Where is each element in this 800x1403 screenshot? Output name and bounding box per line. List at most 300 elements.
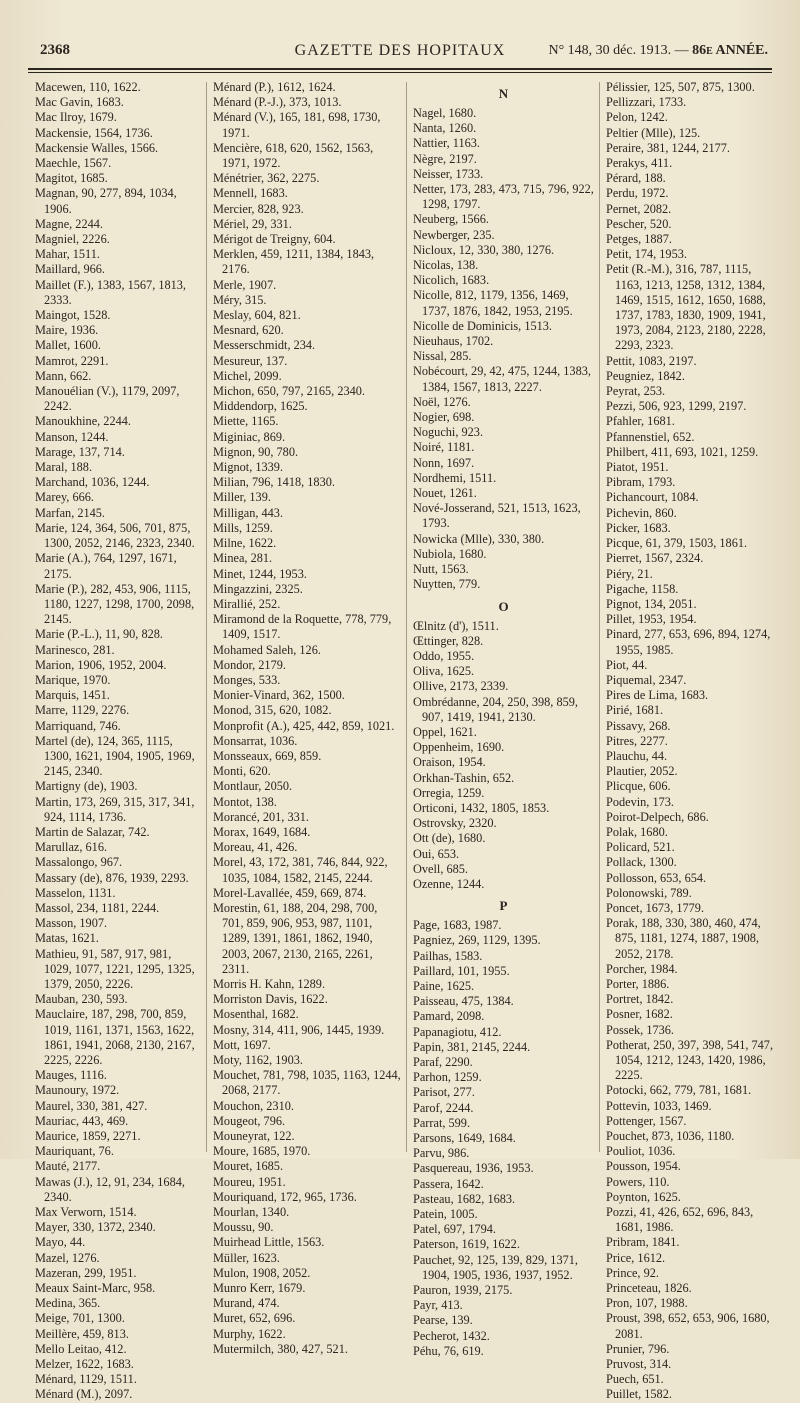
index-entry: Posner, 1682. (606, 1007, 673, 1022)
index-entry: Medina, 365. (35, 1296, 101, 1311)
index-entry: Poynton, 1625. (606, 1189, 681, 1204)
index-entry: Pearse, 139. (413, 1313, 473, 1328)
index-entry: Princeteau, 1826. (606, 1281, 692, 1296)
index-entry: Mauges, 1116. (35, 1068, 107, 1083)
index-entry: Plauchu, 44. (606, 748, 668, 763)
journal-title: GAZETTE DES HOPITAUX (294, 42, 506, 59)
index-entry: Perakys, 411. (606, 156, 673, 171)
index-entry: Montot, 138. (213, 794, 277, 809)
index-entry: Porcher, 1984. (606, 961, 678, 976)
index-entry: Murphy, 1622. (213, 1326, 286, 1341)
index-entry: Péhu, 76, 619. (413, 1343, 484, 1358)
index-entry: Mouchon, 2310. (213, 1098, 294, 1113)
index-entry: Mirallié, 252. (213, 596, 281, 611)
index-entry: Picker, 1683. (606, 520, 671, 535)
index-entry: Marie (A.), 764, 1297, 1671, 2175. (35, 551, 177, 581)
index-entry: Peraire, 381, 1244, 2177. (606, 140, 730, 155)
index-entry: Mathieu, 91, 587, 917, 981, 1029, 1077, 1221, 1295, 1325, 1379, 2050, 2226. (35, 946, 195, 991)
index-entry: Morancé, 201, 331. (213, 809, 309, 824)
index-entry: Pasteau, 1682, 1683. (413, 1191, 516, 1206)
index-entry: Porak, 188, 330, 380, 460, 474, 875, 1181, 1274, 1887, 1908, 2052, 2178. (606, 916, 761, 961)
issue-info (548, 43, 768, 59)
index-entry: Ménard, 1129, 1511. (35, 1372, 137, 1387)
index-entry: Neuberg, 1566. (413, 212, 489, 227)
index-entry: Oui, 653. (413, 846, 460, 861)
index-entry: Manson, 1244. (35, 429, 109, 444)
index-entry: Possek, 1736. (606, 1022, 674, 1037)
index-entry: Piot, 44. (606, 657, 648, 672)
index-entry: Morriston Davis, 1622. (213, 992, 328, 1007)
index-entry: Porter, 1886. (606, 976, 670, 991)
index-entry: Montlaur, 2050. (213, 779, 293, 794)
index-entry: Noël, 1276. (413, 394, 471, 409)
index-entry: Muret, 652, 696. (213, 1311, 296, 1326)
index-entry: Noguchi, 923. (413, 425, 484, 440)
index-entry: Merklen, 459, 1211, 1384, 1843, 2176. (213, 247, 375, 277)
index-entry: Maechle, 1567. (35, 156, 112, 171)
letter-heading: P (499, 898, 508, 914)
column-separator (406, 82, 407, 1152)
index-entry: Meige, 701, 1300. (35, 1311, 125, 1326)
index-entry: Pousson, 1954. (606, 1159, 681, 1174)
index-entry: Peltier (Mlle), 125. (606, 125, 701, 140)
index-entry: Nonn, 1697. (413, 455, 475, 470)
index-entry: Maillard, 966. (35, 262, 106, 277)
index-entry: Massalongo, 967. (35, 855, 123, 870)
index-entry: Martel (de), 124, 365, 1115, 1300, 1621, 1904, 1905, 1969, 2145, 2340. (35, 733, 195, 779)
index-entry: Pernet, 2082. (606, 201, 672, 216)
index-entry: Meslay, 604, 821. (213, 308, 301, 323)
index-entry: Mériel, 29, 331. (213, 216, 292, 231)
index-entry: Marre, 1129, 2276. (35, 703, 130, 718)
index-entry: Orregia, 1259. (413, 785, 485, 800)
index-entry: Magne, 2244. (35, 216, 103, 231)
index-entry: Mérigot de Treigny, 604. (213, 232, 336, 247)
index-entry: Maunoury, 1972. (35, 1083, 120, 1098)
index-entry: Pelon, 1242. (606, 110, 668, 125)
column-separator (599, 82, 600, 1152)
index-entry: Méry, 315. (213, 292, 267, 307)
index-entry: Parsons, 1649, 1684. (413, 1131, 516, 1145)
index-entry: Nutt, 1563. (413, 562, 469, 577)
index-entry: Mac Ilroy, 1679. (35, 110, 117, 125)
index-entry: Philbert, 411, 693, 1021, 1259. (606, 444, 759, 459)
index-entry: Netter, 173, 283, 473, 715, 796, 922, 1298, 1797. (413, 182, 594, 212)
index-entry: Pollack, 1300. (606, 855, 677, 870)
index-entry: Polonowski, 789. (606, 885, 692, 900)
index-entry: Mann, 662. (35, 368, 92, 383)
index-entry: Mac Gavin, 1683. (35, 95, 124, 110)
volume: 86e ANNÉE. (692, 43, 768, 58)
index-entry: Payr, 413. (413, 1298, 463, 1313)
index-entry: Pignot, 134, 2051. (606, 596, 697, 611)
index-entry: Maral, 188. (35, 460, 93, 475)
index-entry: Miramond de la Roquette, 778, 779, 1409, 1517. (213, 612, 392, 642)
index-entry: Mingazzini, 2325. (213, 581, 303, 596)
index-entry: Mosny, 314, 411, 906, 1445, 1939. (213, 1022, 385, 1037)
index-entry: Pagniez, 269, 1129, 1395. (413, 933, 541, 948)
index-entry: Mayo, 44. (35, 1235, 86, 1250)
index-entry: Mayer, 330, 1372, 2340. (35, 1220, 156, 1235)
index-entry: Ménard (P.-J.), 373, 1013. (213, 95, 342, 110)
index-entry: Nicloux, 12, 330, 380, 1276. (413, 242, 555, 257)
index-entry: Pigache, 1158. (606, 581, 679, 596)
index-entry: Orticoni, 1432, 1805, 1853. (413, 800, 550, 815)
index-entry: Ménard (P.), 1612, 1624. (213, 80, 336, 94)
index-entry: Nieuhaus, 1702. (413, 334, 494, 349)
index-entry: Pamard, 2098. (413, 1009, 485, 1024)
index-entry: Magitot, 1685. (35, 171, 108, 186)
index-column-4 (606, 80, 776, 1402)
index-entry: Mougeot, 796. (213, 1113, 286, 1128)
index-entry: Marie (P.-L.), 11, 90, 828. (35, 627, 163, 642)
index-entry: Mennell, 1683. (213, 186, 288, 201)
index-entry: Polak, 1680. (606, 824, 668, 839)
index-entry: Paillard, 101, 1955. (413, 963, 510, 978)
index-entry: Pinard, 277, 653, 696, 894, 1274, 1955, 1985. (606, 627, 771, 657)
index-entry: Parhon, 1259. (413, 1070, 482, 1085)
index-entry: Mauriac, 443, 469. (35, 1113, 129, 1128)
index-entry: Pouchet, 873, 1036, 1180. (606, 1129, 735, 1144)
index-entry: Patel, 697, 1794. (413, 1222, 496, 1237)
index-entry: Pirié, 1681. (606, 703, 664, 718)
index-entry: Piatot, 1951. (606, 460, 669, 475)
index-entry: Parisot, 277. (413, 1085, 475, 1100)
index-entry: Mosenthal, 1682. (213, 1007, 299, 1022)
index-entry: Pauron, 1939, 2175. (413, 1283, 513, 1298)
index-entry: Papanagiotu, 412. (413, 1024, 502, 1039)
index-entry: Maurel, 330, 381, 427. (35, 1098, 148, 1113)
index-entry: Peugniez, 1842. (606, 368, 685, 383)
index-entry: Ménard (M.), 2097. (35, 1387, 133, 1402)
index-entry: Nordhemi, 1511. (413, 470, 497, 485)
index-entry: Paisseau, 475, 1384. (413, 994, 514, 1009)
index-entry: Pasquereau, 1936, 1953. (413, 1161, 534, 1176)
index-column-3 (413, 80, 594, 1358)
index-entry: Petges, 1887. (606, 232, 672, 247)
index-entry: Poirot-Delpech, 686. (606, 809, 709, 824)
index-entry: Passera, 1642. (413, 1176, 484, 1191)
index-entry: Marchand, 1036, 1244. (35, 475, 150, 490)
index-entry: Plicque, 606. (606, 779, 671, 794)
index-entry: Pillet, 1953, 1954. (606, 612, 697, 627)
index-entry: Moty, 1162, 1903. (213, 1053, 303, 1067)
index-entry: Marullaz, 616. (35, 840, 108, 855)
index-entry: Murand, 474. (213, 1296, 280, 1311)
index-entry: Mignon, 90, 780. (213, 444, 299, 459)
index-entry: Pauchet, 92, 125, 139, 829, 1371, 1904, 1905, 1936, 1937, 1952. (413, 1252, 578, 1282)
index-entry: Paraf, 2290. (413, 1054, 473, 1069)
index-entry: Mills, 1259. (213, 520, 273, 535)
index-entry: Morel-Lavallée, 459, 669, 874. (213, 885, 367, 900)
index-entry: Monod, 315, 620, 1082. (213, 703, 332, 718)
index-entry: Milligan, 443. (213, 505, 284, 520)
index-entry: Piéry, 21. (606, 566, 653, 581)
index-entry: Puech, 651. (606, 1372, 664, 1387)
index-entry: Marinesco, 281. (35, 642, 115, 657)
index-entry: Pottevin, 1033, 1469. (606, 1098, 712, 1113)
index-entry: Piquemal, 2347. (606, 672, 687, 687)
index-entry: Mondor, 2179. (213, 657, 286, 672)
index-entry: Mauclaire, 187, 298, 700, 859, 1019, 1161, 1371, 1563, 1622, 1861, 1941, 2068, 2130, 2167, 2225, 2226. (35, 1007, 195, 1067)
index-entry: Mouchet, 781, 798, 1035, 1163, 1244, 2068, 2177. (213, 1068, 401, 1098)
index-entry: Maingot, 1528. (35, 308, 111, 323)
index-entry: Nicolle, 812, 1179, 1356, 1469, 1737, 1876, 1842, 1953, 2195. (413, 288, 573, 318)
index-entry: Petit (R.-M.), 316, 787, 1115, 1163, 1213, 1258, 1312, 1384, 1469, 1515, 1612, 1650, 1688, 1737, 1783, 1830, 1909, 1941, 1973, 2084, 2123, 2180, 2228, 2293, 2323. (606, 262, 766, 353)
index-entry: Pibram, 1793. (606, 475, 676, 490)
index-entry: Matas, 1621. (35, 931, 99, 946)
index-entry: Michel, 2099. (213, 368, 282, 383)
index-entry: Pettit, 1083, 2197. (606, 353, 697, 368)
index-entry: Nicolich, 1683. (413, 273, 490, 288)
index-entry: Prunier, 796. (606, 1341, 670, 1356)
index-entry: Ménard (V.), 165, 181, 698, 1730, 1971. (213, 110, 381, 140)
index-entry: Perdu, 1972. (606, 186, 669, 201)
index-entry: Mackensie Walles, 1566. (35, 140, 159, 155)
index-entry: Marage, 137, 714. (35, 444, 125, 459)
index-entry: Pfahler, 1681. (606, 414, 675, 429)
index-entry: Oddo, 1955. (413, 648, 475, 663)
index-entry: Moussu, 90. (213, 1220, 274, 1235)
index-entry: Mauban, 230, 593. (35, 992, 128, 1007)
index-entry: Minet, 1244, 1953. (213, 566, 307, 581)
index-entry: Œlnitz (d'), 1511. (413, 618, 499, 633)
column-separator (206, 82, 207, 1152)
index-entry: Macewen, 110, 1622. (35, 80, 141, 94)
index-entry: Nobécourt, 29, 42, 475, 1244, 1383, 1384, 1567, 1813, 2227. (413, 364, 591, 394)
index-entry: Martin de Salazar, 742. (35, 824, 150, 839)
index-entry: Nubiola, 1680. (413, 546, 487, 561)
index-entry: Mazeran, 299, 1951. (35, 1265, 137, 1280)
index-entry: Martigny (de), 1903. (35, 779, 138, 794)
index-entry: Ombrédanne, 204, 250, 398, 859, 907, 1419, 1941, 2130. (413, 694, 578, 724)
index-entry: Nouet, 1261. (413, 486, 477, 501)
index-entry: Page, 1683, 1987. (413, 918, 502, 933)
index-entry: Noiré, 1181. (413, 440, 475, 455)
index-entry: Pescher, 520. (606, 216, 672, 231)
index-entry: Patein, 1005. (413, 1207, 478, 1222)
index-entry: Mesnard, 620. (213, 323, 284, 338)
index-entry: Parrat, 599. (413, 1115, 471, 1130)
index-entry: Nissal, 285. (413, 349, 472, 364)
index-entry: Martin, 173, 269, 315, 317, 341, 924, 1114, 1736. (35, 794, 195, 824)
index-entry: Œttinger, 828. (413, 633, 484, 648)
index-entry: Ovell, 685. (413, 861, 468, 876)
index-entry: Marion, 1906, 1952, 2004. (35, 657, 167, 672)
index-entry: Pouliot, 1036. (606, 1144, 676, 1159)
index-entry: Nattier, 1163. (413, 136, 481, 151)
index-entry: Miginiac, 869. (213, 429, 286, 444)
index-entry: Podevin, 173. (606, 794, 674, 809)
index-entry: Mott, 1697. (213, 1037, 271, 1052)
index-entry: Müller, 1623. (213, 1250, 280, 1265)
index-entry: Monier-Vinard, 362, 1500. (213, 688, 345, 703)
index-entry: Mulon, 1908, 2052. (213, 1265, 311, 1280)
index-entry: Pichevin, 860. (606, 505, 677, 520)
index-entry: Mutermilch, 380, 427, 521. (213, 1341, 348, 1356)
index-entry: Ollive, 2173, 2339. (413, 679, 509, 694)
index-entry: Merle, 1907. (213, 277, 277, 292)
index-entry: Nicolle de Dominicis, 1513. (413, 318, 553, 333)
index-entry: Moure, 1685, 1970. (213, 1144, 311, 1159)
index-entry: Muirhead Little, 1563. (213, 1235, 325, 1250)
index-entry: Paine, 1625. (413, 978, 475, 993)
index-entry: Newberger, 235. (413, 227, 495, 242)
index-entry: Marfan, 2145. (35, 505, 106, 520)
index-entry: Masselon, 1131. (35, 885, 116, 900)
index-entry: Oliva, 1625. (413, 664, 475, 679)
index-entry: Parvu, 986. (413, 1146, 470, 1161)
header-rule-thin (28, 72, 772, 73)
index-entry: Ott (de), 1680. (413, 831, 486, 846)
letter-heading: O (498, 598, 509, 614)
index-entry: Marique, 1970. (35, 672, 111, 687)
index-entry: Magnan, 90, 277, 894, 1034, 1906. (35, 186, 177, 216)
index-entry: Mauriquant, 76. (35, 1144, 114, 1159)
index-entry: Parof, 2244. (413, 1100, 474, 1115)
index-entry: Masson, 1907. (35, 916, 108, 931)
index-entry: Pellizzari, 1733. (606, 95, 687, 110)
index-entry: Morel, 43, 172, 381, 746, 844, 922, 1035, 1084, 1582, 2145, 2244. (213, 855, 388, 885)
index-entry: Potocki, 662, 779, 781, 1681. (606, 1083, 752, 1098)
index-entry: Messerschmidt, 234. (213, 338, 316, 353)
index-entry: Meaux Saint-Marc, 958. (35, 1281, 156, 1296)
index-entry: Pailhas, 1583. (413, 948, 483, 963)
index-entry: Pitres, 2277. (606, 733, 668, 748)
index-column-1 (35, 80, 201, 1402)
index-entry: Pron, 107, 1988. (606, 1296, 688, 1311)
index-entry: Morris H. Kahn, 1289. (213, 976, 326, 991)
index-entry: Mawas (J.), 12, 91, 234, 1684, 2340. (35, 1174, 185, 1204)
index-entry: Morax, 1649, 1684. (213, 824, 311, 839)
index-entry: Oppel, 1621. (413, 724, 477, 739)
index-entry: Petit, 174, 1953. (606, 247, 687, 262)
index-entry: Miller, 139. (213, 490, 271, 505)
index-entry: Maillet (F.), 1383, 1567, 1813, 2333. (35, 277, 187, 307)
index-entry: Orkhan-Tashin, 652. (413, 770, 515, 785)
index-entry: Neisser, 1733. (413, 166, 484, 181)
index-entry: Marriquand, 746. (35, 718, 121, 733)
index-entry: Price, 1612. (606, 1250, 666, 1265)
index-entry: Mouriquand, 172, 965, 1736. (213, 1189, 357, 1204)
index-entry: Michon, 650, 797, 2165, 2340. (213, 384, 365, 399)
index-entry: Pruvost, 314. (606, 1357, 672, 1372)
index-entry: Peyrat, 253. (606, 384, 666, 399)
index-entry: Mahar, 1511. (35, 247, 100, 262)
index-entry: Marie (P.), 282, 453, 906, 1115, 1180, 1227, 1298, 1700, 2098, 2145. (35, 581, 195, 627)
index-entry: Milian, 796, 1418, 1830. (213, 475, 335, 490)
index-entry: Meillère, 459, 813. (35, 1326, 129, 1341)
index-entry: Nègre, 2197. (413, 151, 477, 166)
index-entry: Potherat, 250, 397, 398, 541, 747, 1054, 1212, 1243, 1420, 1986, 2225. (606, 1037, 774, 1083)
index-entry: Pollosson, 653, 654. (606, 870, 707, 885)
index-entry: Ostrovsky, 2320. (413, 816, 497, 831)
index-entry: Pribram, 1841. (606, 1235, 680, 1250)
index-entry: Monti, 620. (213, 764, 271, 779)
index-entry: Miette, 1165. (213, 414, 279, 429)
index-entry: Pierret, 1567, 2324. (606, 551, 704, 566)
index-entry: Milne, 1622. (213, 536, 277, 551)
index-entry: Melzer, 1622, 1683. (35, 1357, 134, 1372)
index-entry: Monprofit (A.), 425, 442, 859, 1021. (213, 718, 395, 733)
index-entry: Minea, 281. (213, 551, 273, 566)
letter-heading: N (498, 86, 509, 101)
index-entry: Monsarrat, 1036. (213, 733, 298, 748)
index-entry: Mallet, 1600. (35, 338, 101, 353)
index-entry: Nicolas, 138. (413, 258, 479, 273)
index-entry: Morestin, 61, 188, 204, 298, 700, 701, 859, 906, 953, 987, 1101, 1289, 1391, 1861, 1862, 1940, 2003, 2067, 2130, 2165, 2261, 2311. (213, 900, 378, 976)
index-entry: Moureu, 1951. (213, 1174, 286, 1189)
index-entry: Nogier, 698. (413, 410, 475, 425)
index-entry: Poncet, 1673, 1779. (606, 900, 705, 915)
index-entry: Portret, 1842. (606, 992, 674, 1007)
index-entry: Massary (de), 876, 1939, 2293. (35, 870, 189, 885)
index-entry: Prince, 92. (606, 1265, 659, 1280)
index-entry: Mouneyrat, 122. (213, 1129, 295, 1144)
index-entry: Maurice, 1859, 2271. (35, 1129, 141, 1144)
index-entry: Mencière, 618, 620, 1562, 1563, 1971, 1972. (213, 140, 374, 171)
index-entry: Monsseaux, 669, 859. (213, 748, 322, 763)
page-header (28, 40, 772, 64)
index-entry: Nowicka (Mlle), 330, 380. (413, 531, 545, 546)
index-entry: Moreau, 41, 426. (213, 840, 298, 855)
index-entry: Manoukhine, 2244. (35, 414, 131, 429)
index-entry: Mazel, 1276. (35, 1250, 100, 1265)
index-entry: Proust, 398, 652, 653, 906, 1680, 2081. (606, 1311, 770, 1341)
index-entry: Nagel, 1680. (413, 106, 477, 120)
index-entry: Mouret, 1685. (213, 1159, 284, 1174)
index-entry: Policard, 521. (606, 840, 675, 855)
index-entry: Mohamed Saleh, 126. (213, 642, 321, 657)
index-entry: Pires de Lima, 1683. (606, 688, 709, 703)
index-entry: Oraison, 1954. (413, 755, 486, 770)
index-entry: Paterson, 1619, 1622. (413, 1237, 520, 1252)
index-entry: Mackensie, 1564, 1736. (35, 125, 153, 140)
index-entry: Massol, 234, 1181, 2244. (35, 900, 160, 915)
index-entry: Puillet, 1582. (606, 1387, 672, 1402)
index-entry: Pfannenstiel, 652. (606, 429, 695, 444)
index-entry: Picque, 61, 379, 1503, 1861. (606, 536, 748, 551)
index-entry: Mourlan, 1340. (213, 1205, 290, 1220)
index-column-2 (213, 80, 401, 1356)
index-entry: Pecherot, 1432. (413, 1328, 490, 1343)
index-entry: Monges, 533. (213, 672, 281, 687)
index-entry: Pichancourt, 1084. (606, 490, 699, 505)
index-entry: Nuytten, 779. (413, 577, 481, 592)
index-entry: Mesureur, 137. (213, 353, 288, 368)
index-entry: Magniel, 2226. (35, 232, 110, 247)
index-entry: Plautier, 2052. (606, 764, 678, 779)
index-entry: Pérard, 188. (606, 171, 666, 186)
index-entry: Nanta, 1260. (413, 121, 477, 136)
issue-number: N° 148, 30 déc. 1913. — (548, 43, 689, 58)
index-entry: Pozzi, 41, 426, 652, 696, 843, 1681, 1986. (606, 1205, 754, 1235)
index-entry: Pottenger, 1567. (606, 1113, 687, 1128)
index-entry: Pélissier, 125, 507, 875, 1300. (606, 80, 755, 94)
index-entry: Manouélian (V.), 1179, 2097, 2242. (35, 384, 180, 414)
index-entry: Mignot, 1339. (213, 460, 284, 475)
index-entry: Pezzi, 506, 923, 1299, 2197. (606, 399, 747, 414)
page-number: 2368 (40, 42, 70, 58)
index-entry: Mauté, 2177. (35, 1159, 101, 1174)
index-entry: Maire, 1936. (35, 323, 99, 338)
index-entry: Ozenne, 1244. (413, 876, 485, 891)
index-entry: Marey, 666. (35, 490, 94, 505)
index-entry: Middendorp, 1625. (213, 399, 308, 414)
index-entry: Marquis, 1451. (35, 688, 110, 703)
index-entry: Ménétrier, 362, 2275. (213, 171, 320, 186)
index-entry: Mercier, 828, 923. (213, 201, 304, 216)
